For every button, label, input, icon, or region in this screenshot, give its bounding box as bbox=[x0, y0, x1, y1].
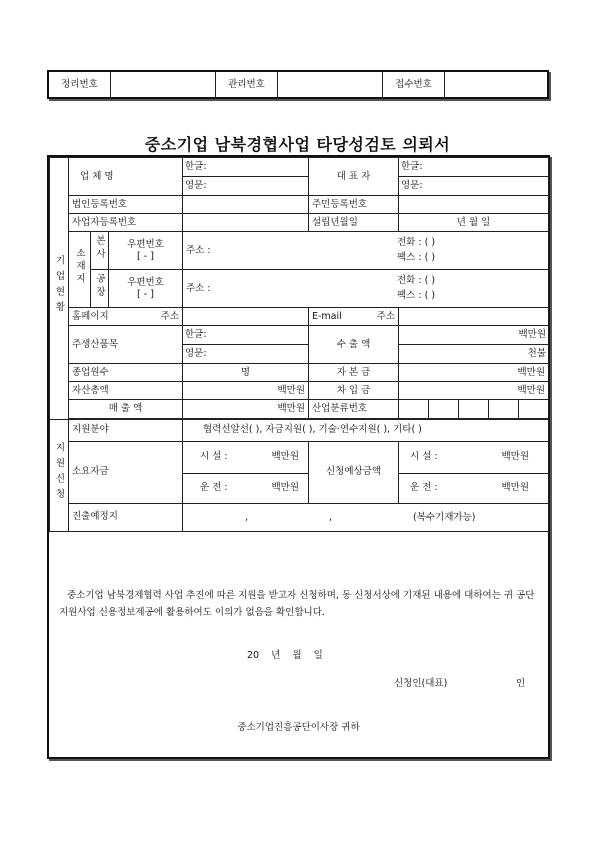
main-product-korean: 한글: bbox=[183, 326, 308, 345]
industry-code-digit[interactable] bbox=[429, 400, 459, 418]
fund-needed-label: 소요자금 bbox=[69, 441, 183, 503]
planned-operating-field[interactable] bbox=[399, 473, 549, 503]
factory-postal-blank: [ - ] bbox=[137, 288, 154, 300]
homepage-field[interactable] bbox=[183, 308, 309, 326]
representative-korean: 한글: bbox=[399, 158, 548, 177]
email-text: E-mail bbox=[312, 310, 342, 322]
corp-reg-field[interactable] bbox=[183, 196, 309, 214]
reg-number-label: 정리번호 bbox=[48, 71, 111, 98]
export-label: 수 출 액 bbox=[309, 326, 399, 364]
employees-field[interactable]: 명 bbox=[183, 364, 309, 382]
support-section-label bbox=[50, 419, 69, 531]
hq-address-label: 주소 : bbox=[186, 244, 211, 256]
email-label bbox=[309, 308, 399, 326]
homepage-addr-text: 주소 bbox=[160, 310, 179, 322]
biz-reg-field[interactable] bbox=[183, 214, 309, 232]
export-million: 백만원 bbox=[399, 326, 548, 345]
employees-label: 종업원수 bbox=[69, 364, 183, 382]
planned-facility-field[interactable] bbox=[399, 441, 549, 473]
hq-postal-label: 우편번호 bbox=[127, 238, 164, 250]
industry-code-digit[interactable] bbox=[399, 400, 429, 418]
registration-number-table bbox=[47, 70, 549, 99]
company-name-text: 업 체 명 bbox=[80, 170, 114, 182]
founded-label: 설립년월일 bbox=[309, 214, 399, 232]
factory-phone: 전화 : ( ) bbox=[397, 275, 436, 286]
recv-number-field[interactable] bbox=[445, 71, 549, 98]
company-name-korean: 한글: bbox=[183, 158, 308, 177]
factory-address-field[interactable] bbox=[183, 270, 549, 308]
industry-code-digit[interactable] bbox=[519, 400, 548, 418]
location-label bbox=[69, 232, 91, 308]
factory-postal-label: 우편번호 bbox=[127, 276, 164, 288]
industry-code-field[interactable] bbox=[399, 400, 549, 419]
representative-field[interactable] bbox=[399, 158, 549, 196]
debt-label: 차 입 금 bbox=[309, 382, 399, 400]
factory-address-label: 주소 : bbox=[186, 282, 211, 294]
main-product-field[interactable] bbox=[183, 326, 309, 364]
support-field-label: 지원분야 bbox=[69, 419, 183, 441]
capital-field[interactable]: 백만원 bbox=[399, 364, 549, 382]
applicant-label: 신청인(대표) bbox=[394, 678, 448, 689]
support-field-options[interactable]: 협력선알선( ), 자금지원( ), 기술·연수지원( ), 기타( ) bbox=[183, 419, 549, 441]
industry-code-digit[interactable] bbox=[489, 400, 519, 418]
assets-field[interactable]: 백만원 bbox=[183, 382, 309, 400]
planned-operating-unit: 백만원 bbox=[501, 482, 530, 493]
region-note: (복수기재가능) bbox=[413, 511, 476, 523]
company-name-field[interactable] bbox=[183, 158, 309, 196]
company-section-label bbox=[50, 158, 69, 420]
sales-label: 매 출 액 bbox=[69, 400, 183, 419]
support-section-text: 지원신청 bbox=[53, 441, 65, 504]
operating-fund-field[interactable] bbox=[183, 473, 309, 503]
facility-label: 시 설 : bbox=[200, 451, 228, 462]
addressee: 중소기업진흥공단이사장 귀하 bbox=[237, 722, 360, 733]
mgmt-number-label: 관리번호 bbox=[216, 71, 278, 98]
main-product-english: 영문: bbox=[185, 348, 207, 359]
hq-postal-blank: [ - ] bbox=[137, 250, 154, 262]
hq-text: 본사 bbox=[94, 234, 105, 262]
location-text: 소재지 bbox=[74, 248, 85, 286]
declaration-statement: 중소기업 남북경제협력 사업 추진에 따른 지원을 받고자 신청하며, 동 신청서상에 기재된 내용에 대하여는 귀 공단 지원사업 신용정보제공에 활용하여도 이의가 없음을 확인합니다. bbox=[59, 590, 535, 618]
planned-operating-label: 운 전 : bbox=[410, 482, 438, 493]
main-form bbox=[47, 155, 550, 759]
application-date[interactable]: 20 년 월 일 bbox=[247, 650, 323, 661]
hq-address-field[interactable] bbox=[183, 232, 549, 270]
facility-unit: 백만원 bbox=[271, 451, 299, 462]
company-name-label bbox=[69, 158, 183, 196]
mgmt-number-field[interactable] bbox=[278, 71, 383, 98]
export-field[interactable] bbox=[399, 326, 549, 364]
representative-label: 대 표 자 bbox=[309, 158, 399, 196]
region-sep-2: , bbox=[329, 511, 333, 523]
hq-phone: 전화 : ( ) bbox=[397, 237, 436, 248]
planned-amount-label: 신청예상금액 bbox=[309, 441, 399, 503]
reg-number-field[interactable] bbox=[111, 71, 216, 98]
capital-label: 자 본 금 bbox=[309, 364, 399, 382]
factory-fax: 팩스 : ( ) bbox=[397, 290, 436, 301]
factory-postal[interactable] bbox=[109, 270, 183, 308]
operating-unit: 백만원 bbox=[271, 482, 299, 493]
facility-fund-field[interactable] bbox=[183, 441, 309, 473]
factory-label bbox=[91, 270, 109, 308]
region-sep-1: , bbox=[245, 511, 249, 523]
debt-field[interactable]: 백만원 bbox=[399, 382, 549, 400]
email-field[interactable] bbox=[399, 308, 549, 326]
operating-label: 운 전 : bbox=[200, 482, 228, 493]
support-table bbox=[49, 419, 549, 532]
hq-label bbox=[91, 232, 109, 270]
region-label: 진출예정지 bbox=[69, 503, 183, 531]
industry-code-label: 산업분류번호 bbox=[309, 400, 399, 419]
form-title: 중소기업 남북경협사업 타당성검토 의뢰서 bbox=[144, 135, 451, 154]
resident-reg-label: 주민등록번호 bbox=[309, 196, 399, 214]
representative-english: 영문: bbox=[401, 180, 423, 191]
biz-reg-label: 사업자등록번호 bbox=[69, 214, 183, 232]
resident-reg-field[interactable] bbox=[399, 196, 549, 214]
planned-facility-label: 시 설 : bbox=[410, 451, 438, 462]
region-field[interactable] bbox=[183, 503, 549, 531]
seal-label[interactable]: 인 bbox=[516, 678, 526, 689]
founded-field[interactable]: 년 월 일 bbox=[399, 214, 549, 232]
assets-label: 자산총액 bbox=[69, 382, 183, 400]
factory-text: 공장 bbox=[94, 272, 105, 300]
company-name-english: 영문: bbox=[185, 180, 207, 191]
email-addr-text: 주소 bbox=[376, 310, 395, 322]
sales-field[interactable]: 백만원 bbox=[183, 400, 309, 419]
homepage-label bbox=[69, 308, 183, 326]
export-thousand-dollar: 천불 bbox=[527, 348, 546, 359]
company-status-table bbox=[49, 157, 549, 420]
hq-postal[interactable] bbox=[109, 232, 183, 270]
corp-reg-label: 법인등록번호 bbox=[69, 196, 183, 214]
main-product-label: 주생산품목 bbox=[69, 326, 183, 364]
company-section-text: 기업현황 bbox=[53, 254, 65, 317]
homepage-text: 홈페이지 bbox=[72, 310, 109, 322]
recv-number-label: 접수번호 bbox=[383, 71, 445, 98]
planned-facility-unit: 백만원 bbox=[501, 451, 530, 462]
hq-fax: 팩스 : ( ) bbox=[397, 252, 436, 263]
industry-code-digit[interactable] bbox=[459, 400, 489, 418]
